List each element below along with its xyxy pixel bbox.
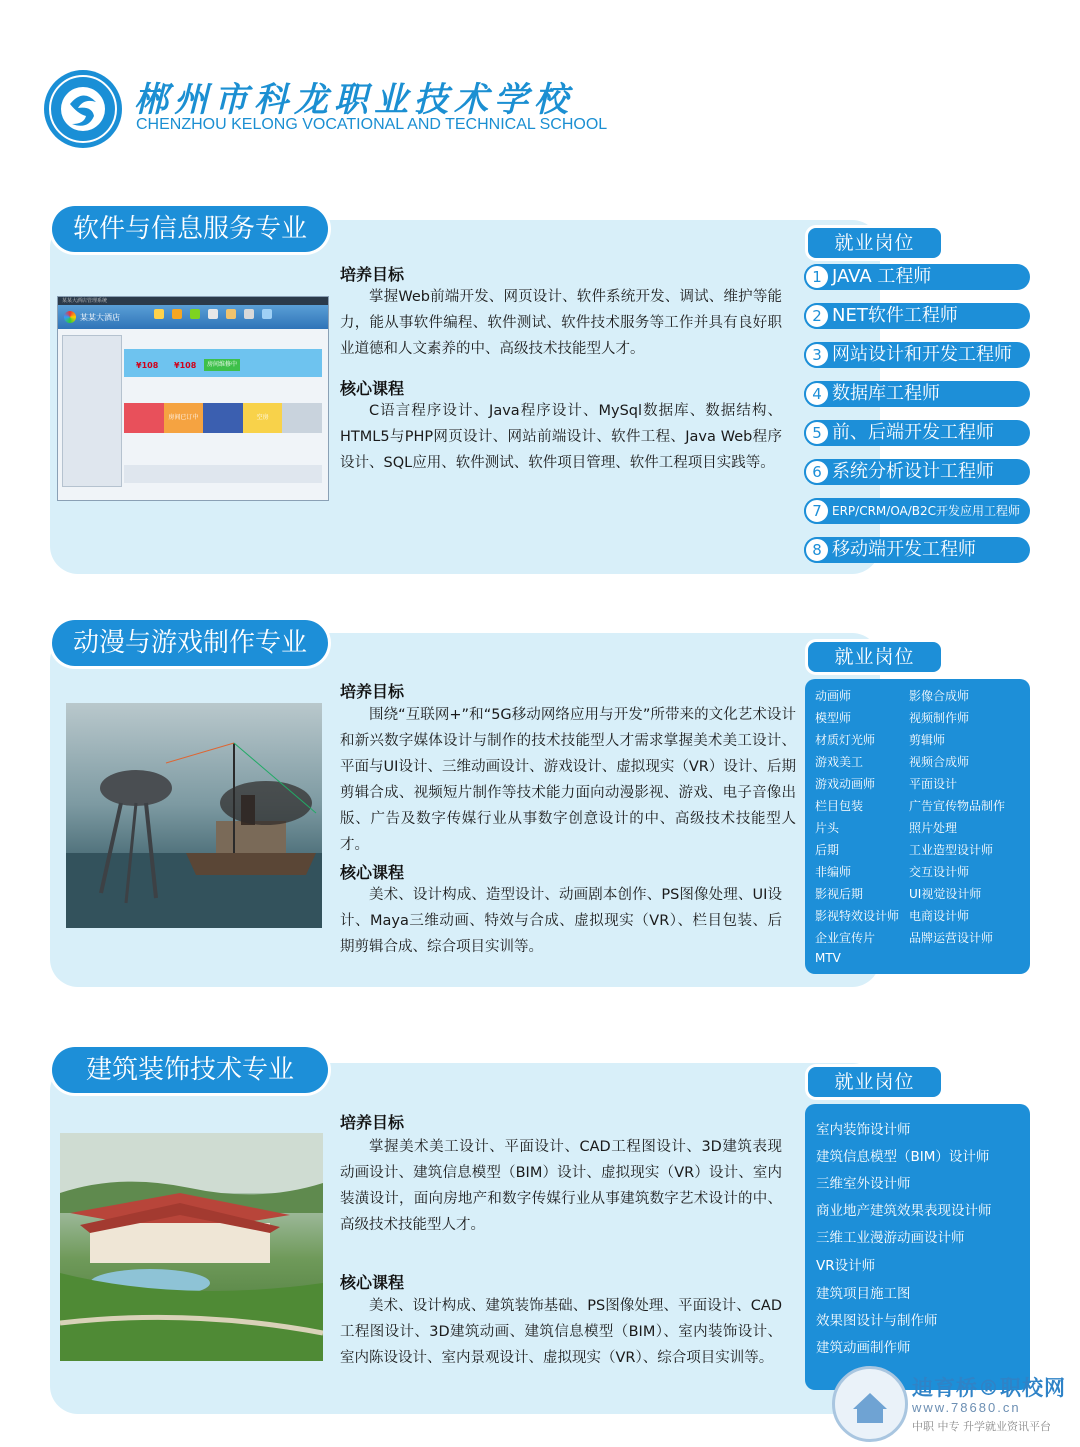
section-architecture-course-text: 美术、设计构成、建筑装饰基础、PS图像处理、平面设计、CAD工程图设计、3D建筑动画、建筑信息模型（BIM）、室内装饰设计、室内陈设设计、室内景观设计、虚拟现实（VR）、综合项目实训等。: [340, 1298, 782, 1366]
job-item: 游戏美工: [815, 755, 864, 769]
job-pill-num: 6: [804, 459, 830, 485]
screenshot-status-cleaning: 房间维修中: [204, 359, 240, 371]
job-item: 三维工业漫游动画设计师: [816, 1230, 965, 1246]
job-item: 影像合成师: [909, 689, 970, 703]
job-pill-label: ERP/CRM/OA/B2C开发应用工程师: [832, 504, 1021, 518]
screenshot-toolbar: [58, 305, 328, 329]
job-pill-num: 3: [804, 342, 830, 368]
screenshot-rate-1: ¥108: [136, 361, 159, 370]
job-item: 建筑项目施工图: [816, 1286, 911, 1302]
screenshot-status-booked: 房间已订中: [164, 403, 204, 433]
job-item: 非编师: [815, 865, 852, 879]
job-item: 工业造型设计师: [909, 843, 994, 857]
job-item: 室内装饰设计师: [816, 1122, 911, 1138]
job-item: 片头: [815, 821, 840, 835]
section-software-course-text: C语言程序设计、Java程序设计、MySql数据库、数据结构、HTML5与PHP网页设计、网站前端设计、软件工程、Java Web程序设计、SQL应用、软件测试、软件项目管理、软件工程项目实践等。: [340, 403, 782, 471]
section-software-goal-text: 掌握Web前端开发、网页设计、软件系统开发、调试、维护等能力，能从事软件编程、软件测试、软件技术服务等工作并具有良好职业道德和人文素养的中、高级技术技能型人才。: [340, 289, 782, 357]
screenshot-bottom-bar: [124, 465, 322, 483]
job-item: 游戏动画师: [815, 777, 876, 791]
screenshot-status-vacant: 空房: [243, 403, 283, 433]
job-pill: [804, 537, 1030, 563]
watermark-url[interactable]: www.78680.cn: [912, 1400, 1021, 1415]
job-item: 建筑动画制作师: [816, 1340, 911, 1356]
job-pill: [804, 459, 1030, 485]
job-item: 商业地产建筑效果表现设计师: [816, 1203, 992, 1219]
section-software-goal-heading: 培养目标: [340, 265, 405, 284]
job-pill: [804, 264, 1030, 290]
school-logo: [44, 70, 122, 148]
job-item: 电商设计师: [909, 909, 970, 923]
job-item: 剪辑师: [909, 733, 946, 747]
job-pill-label: 系统分析设计工程师: [832, 461, 994, 482]
section-animation-course-text: 美术、设计构成、造型设计、动画剧本创作、PS图像处理、UI设计、Maya三维动画、特效与合成、虚拟现实（VR）、栏目包装、后期剪辑合成、综合项目实训等。: [340, 887, 782, 955]
job-item: VR设计师: [816, 1258, 876, 1274]
job-pill-num: 2: [804, 303, 830, 329]
job-pill-label: 移动端开发工程师: [832, 539, 976, 560]
screenshot-rate-2: ¥108: [174, 361, 197, 370]
section-architecture-goal-heading: 培养目标: [340, 1113, 405, 1132]
job-item: 模型师: [815, 711, 852, 725]
job-pill: [804, 342, 1030, 368]
job-pill-label: 网站设计和开发工程师: [832, 344, 1012, 365]
animation-jobs-box: [805, 679, 1030, 974]
job-item: 影视特效设计师: [815, 909, 900, 923]
job-item: 三维室外设计师: [816, 1176, 911, 1192]
watermark-brand: 迪育桥®职校网: [912, 1376, 1066, 1400]
section-software-course-heading: 核心课程: [340, 379, 405, 398]
section-architecture-course-heading: 核心课程: [340, 1273, 405, 1292]
school-name-cn: 郴州市科龙职业技术学校: [134, 80, 574, 120]
job-item: 栏目包装: [815, 799, 864, 813]
job-item: 动画师: [815, 689, 852, 703]
school-name-en: CHENZHOU KELONG VOCATIONAL AND TECHNICAL SCHOOL: [136, 116, 608, 133]
screenshot-app-icon: [64, 311, 76, 323]
job-item: 效果图设计与制作师: [816, 1313, 938, 1329]
job-pill: [804, 420, 1030, 446]
section-architecture-title: 建筑装饰技术专业: [52, 1047, 328, 1093]
job-item: 照片处理: [909, 821, 958, 835]
job-item: 视频合成师: [909, 755, 970, 769]
job-pill-num: 8: [804, 537, 830, 563]
section-architecture-goal-text: 掌握美术美工设计、平面设计、CAD工程图设计、3D建筑表现动画设计、建筑信息模型（BIM）设计、虚拟现实（VR）设计、室内装潢设计，面向房地产和数字传媒行业从事建筑数字艺术设计的中、高级技术技能型人才。: [340, 1139, 782, 1233]
section-architecture-jobs-title: 就业岗位: [808, 1067, 941, 1097]
screenshot-app-name: 某某大酒店: [80, 313, 120, 322]
job-pill: [804, 381, 1030, 407]
section-animation-goal-text: 围绕“互联网+”和“5G移动网络应用与开发”所带来的文化艺术设计和新兴数字媒体设计与制作的技术技能型人才需求掌握美术美工设计、平面与UI设计、三维动画设计、游戏设计、虚拟现实（VR）设计、后期剪辑合成、视频短片制作等技术能力面向动漫影视、游戏、电子音像出版、广告及数字传媒行业从事数字创意设计的中、高级技术技能型人才。: [340, 707, 796, 853]
screenshot-room-row-2: [124, 403, 322, 433]
job-pill-label: 数据库工程师: [832, 383, 940, 404]
job-item: 广告宣传物品制作: [909, 799, 1006, 813]
section-software-title: 软件与信息服务专业: [52, 206, 328, 252]
section-animation-goal-heading: 培养目标: [340, 682, 405, 701]
job-item: 视频制作师: [909, 711, 970, 725]
job-item: UI视觉设计师: [909, 887, 982, 901]
screenshot-toolbar-icons: [154, 309, 324, 325]
game-scene-image: [66, 703, 322, 928]
job-pill: [804, 498, 1030, 524]
section-animation-title: 动漫与游戏制作专业: [52, 620, 328, 666]
architecture-jobs-box: [805, 1104, 1030, 1390]
architecture-render-image: [60, 1133, 323, 1361]
screenshot-titlebar: 某某大酒店管理系统: [58, 297, 328, 305]
job-pill-num: 4: [804, 381, 830, 407]
job-item: 建筑信息模型（BIM）设计师: [816, 1149, 990, 1165]
screenshot-room-row-1: [124, 349, 322, 377]
screenshot-left-panel: [62, 335, 122, 487]
job-item: 品牌运营设计师: [909, 931, 994, 945]
section-animation-course-heading: 核心课程: [340, 863, 405, 882]
job-item: MTV: [815, 951, 841, 965]
job-pill-num: 7: [804, 498, 830, 524]
job-item: 交互设计师: [909, 865, 970, 879]
job-pill: [804, 303, 1030, 329]
job-item: 后期: [815, 843, 840, 857]
job-pill-label: JAVA 工程师: [832, 266, 932, 287]
job-item: 材质灯光师: [815, 733, 876, 747]
watermark-logo: [832, 1366, 908, 1442]
job-pill-num: 5: [804, 420, 830, 446]
watermark-slogan: 中职 中专 升学就业资讯平台: [912, 1420, 1051, 1433]
software-screenshot: [57, 296, 329, 501]
job-pill-label: 前、后端开发工程师: [832, 422, 994, 443]
job-pill-label: NET软件工程师: [832, 305, 958, 326]
job-item: 企业宣传片: [815, 931, 876, 945]
job-item: 影视后期: [815, 887, 864, 901]
section-software-jobs-title: 就业岗位: [808, 228, 941, 258]
job-pill-num: 1: [804, 264, 830, 290]
job-item: 平面设计: [909, 777, 958, 791]
section-animation-jobs-title: 就业岗位: [808, 642, 941, 672]
